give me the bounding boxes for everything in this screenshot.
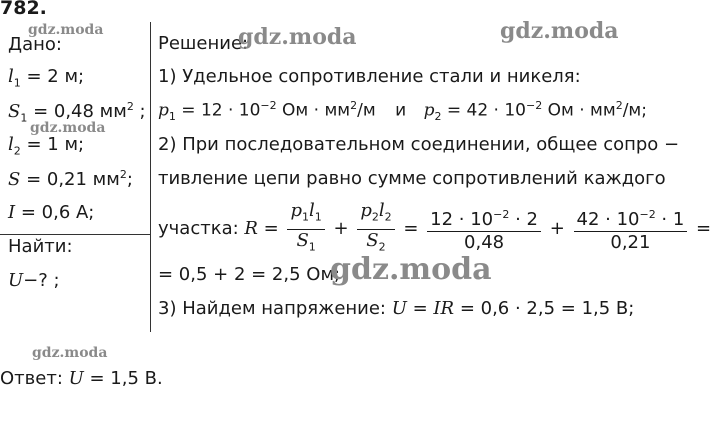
frac2-top-p-sub: 2 — [371, 210, 379, 224]
watermark-2: gdz.moda — [238, 24, 357, 50]
given-var: I — [8, 202, 16, 223]
rho1-tail: /м — [357, 100, 376, 121]
fraction-1 — [287, 200, 324, 258]
given-value: = 2 м; — [20, 66, 85, 87]
rho1-unit-sup: 2 — [350, 99, 358, 112]
given-value: = 1 м; — [20, 134, 85, 155]
given-value: = 0,6 А; — [15, 202, 95, 223]
frac3-top-exp: −2 — [493, 208, 510, 222]
formula-eq2: = — [397, 218, 425, 240]
formula-eq3: = — [690, 218, 711, 240]
frac1-bot-s: S — [296, 229, 309, 251]
step3-lead: 3) Найдем напряжение: — [158, 298, 392, 319]
given-sub: 2 — [13, 144, 21, 158]
rho2-unit-sup: 2 — [615, 99, 623, 112]
frac4-top-exp: −2 — [639, 208, 656, 222]
given-tail: ; — [133, 101, 146, 122]
step3-tail: = 0,6 · 2,5 = 1,5 В; — [454, 298, 635, 319]
frac1-top-p: p — [290, 200, 303, 221]
resistance-formula — [158, 200, 711, 258]
solution-header: Решение: — [158, 33, 249, 54]
frac4-top-tail: · 1 — [655, 209, 685, 231]
watermark-1: gdz.moda — [28, 22, 104, 38]
given-var: S — [8, 169, 21, 190]
fraction-2 — [357, 200, 394, 258]
fraction-3 — [427, 204, 541, 254]
vertical-divider — [150, 22, 151, 332]
given-line-i — [8, 202, 94, 223]
solution-step1: 1) Удельное сопротивление стали и никеля: — [158, 66, 581, 87]
given-value: = 0,21 мм — [20, 169, 120, 190]
given-var: l — [8, 134, 14, 155]
solution-step3 — [158, 298, 634, 319]
given-sup: 2 — [119, 168, 127, 181]
given-header: Дано: — [8, 34, 62, 55]
fraction-4 — [574, 204, 688, 254]
watermark-4: gdz.moda — [30, 120, 106, 136]
solution-step2-b: тивление цепи равно сумме сопротивлений каждого — [158, 168, 666, 189]
frac4-top: 42 · 10 — [576, 209, 640, 231]
resistivity-line — [158, 99, 647, 123]
frac3-top: 12 · 10 — [430, 209, 494, 231]
frac1-top-p-sub: 1 — [302, 210, 310, 224]
frac2-top-l-sub: 2 — [384, 210, 392, 224]
given-line-l2 — [8, 134, 84, 158]
problem-number: 782. — [0, 0, 47, 19]
frac2-bot-s: S — [366, 229, 379, 251]
frac3-bot: 0,48 — [464, 232, 505, 254]
rho1-unit: Ом · мм — [276, 100, 351, 121]
frac1-top-l-sub: 1 — [314, 210, 322, 224]
frac1-top-l: l — [309, 200, 315, 221]
find-var: U — [8, 270, 24, 291]
rho2-unit: Ом · мм — [542, 100, 616, 121]
given-tail: ; — [126, 169, 133, 190]
step3-i: I — [433, 298, 441, 319]
given-var: l — [8, 66, 14, 87]
rho1-value: = 12 · 10 — [175, 100, 261, 121]
formula-r: R — [244, 218, 258, 240]
rho1-sub: 1 — [168, 110, 176, 124]
horizontal-divider — [0, 234, 150, 235]
rho2-value: = 42 · 10 — [441, 100, 526, 121]
solution-step2-a: 2) При последовательном соединении, общее сопро − — [158, 134, 680, 155]
rho2-tail: /м; — [622, 100, 647, 121]
rho2-symbol: p — [423, 100, 435, 121]
answer-rest: = 1,5 В. — [83, 368, 163, 389]
formula-lead: участка: — [158, 218, 245, 240]
frac2-top-l: l — [378, 200, 385, 221]
given-var: S — [8, 101, 21, 122]
frac1-bot-s-sub: 1 — [308, 240, 316, 254]
answer-lead: Ответ: — [0, 368, 69, 389]
step3-eq: = — [406, 298, 434, 319]
formula-plus: + — [327, 218, 355, 240]
find-header: Найти: — [8, 236, 73, 257]
step3-r: R — [440, 298, 455, 319]
and-word: и — [395, 100, 407, 121]
formula-eq: = — [257, 218, 285, 240]
given-sup: 2 — [126, 100, 134, 113]
rho2-sub: 2 — [434, 110, 442, 124]
frac2-bot-s-sub: 2 — [378, 240, 386, 254]
find-line — [8, 270, 60, 291]
answer-var: U — [68, 368, 84, 389]
given-value: = 0,48 мм — [27, 101, 127, 122]
answer-line — [0, 368, 163, 389]
frac3-top-tail: · 2 — [509, 209, 538, 231]
watermark-6: gdz.moda — [32, 345, 108, 361]
step3-u: U — [391, 298, 407, 319]
given-sub: 1 — [13, 76, 21, 90]
rho1-exp: −2 — [260, 99, 277, 112]
watermark-5: gdz.moda — [330, 252, 492, 287]
frac2-top-p: p — [360, 200, 372, 221]
find-rest: −? ; — [23, 270, 60, 291]
result-line: = 0,5 + 2 = 2,5 Ом; — [158, 264, 341, 285]
rho1-symbol: p — [158, 100, 169, 121]
formula-plus2: + — [543, 218, 571, 240]
rho2-exp: −2 — [525, 99, 543, 112]
frac4-bot: 0,21 — [610, 232, 651, 254]
given-line-l1 — [8, 66, 84, 90]
watermark-3: gdz.moda — [500, 18, 619, 44]
given-line-s — [8, 168, 133, 190]
given-sub: 1 — [20, 111, 28, 125]
